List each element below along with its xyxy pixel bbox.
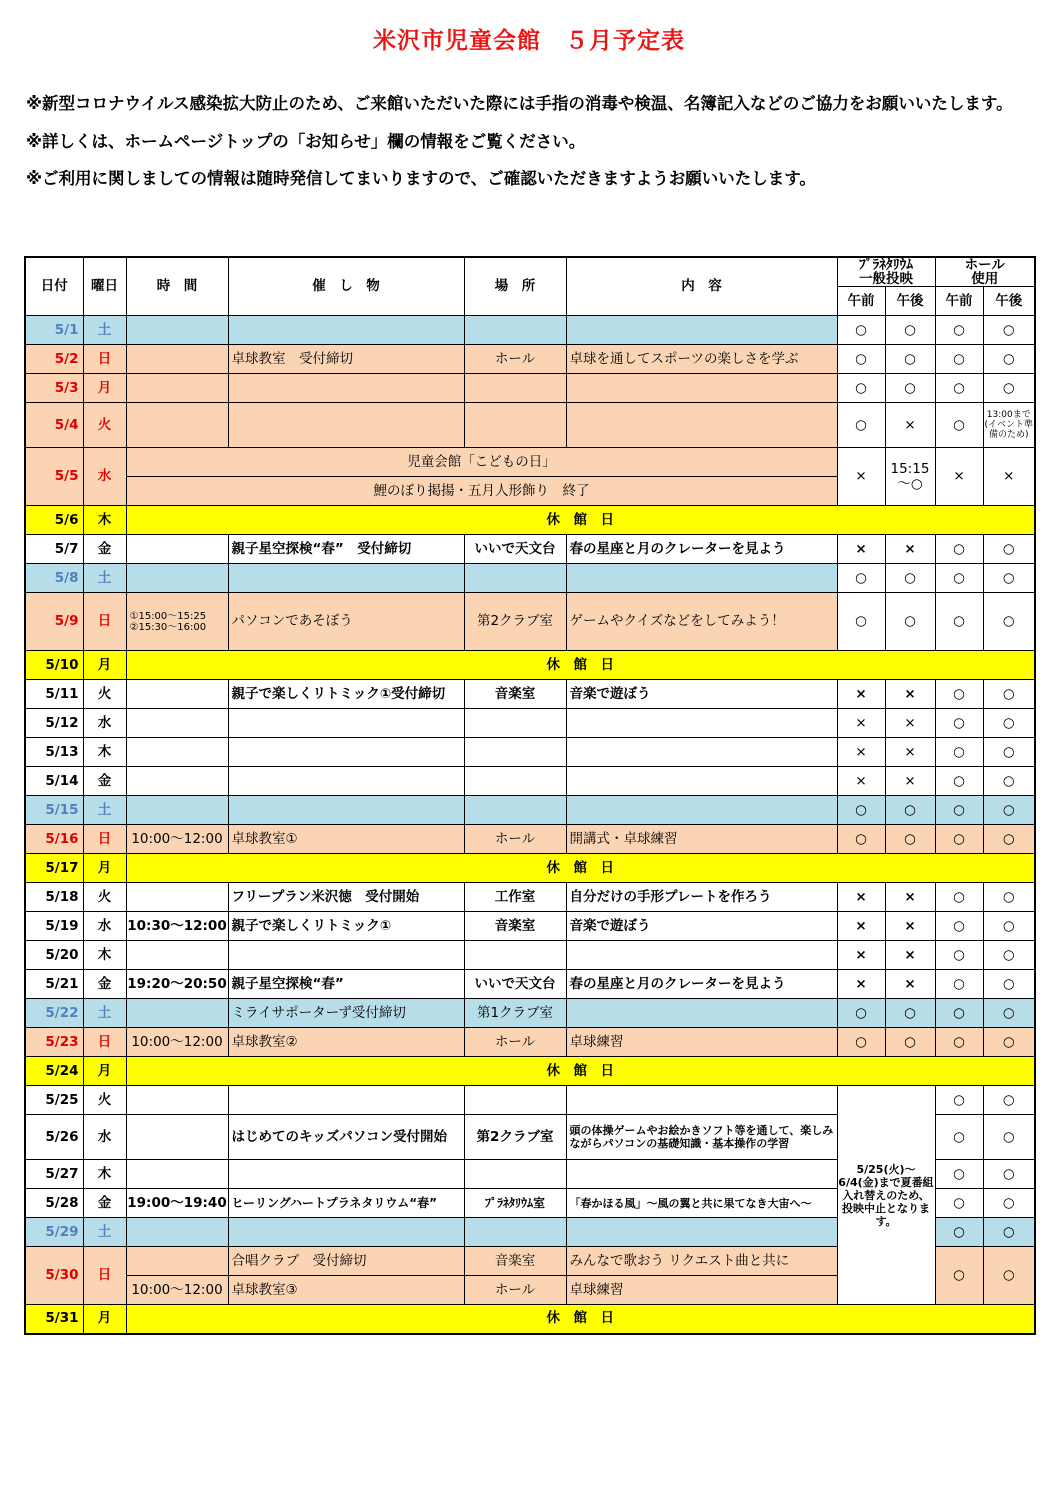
- page-title: 米沢市児童会館 ５月予定表: [373, 28, 685, 54]
- table-row: [25, 448, 1035, 477]
- planetarium-pm: ×: [885, 883, 935, 912]
- table-row: [25, 825, 1035, 854]
- hall-pm: ×: [983, 448, 1035, 506]
- planetarium-pm: ○: [885, 999, 935, 1028]
- row-date: 5/12: [25, 709, 83, 738]
- row-date: 5/2: [25, 345, 83, 374]
- row-dow: 土: [83, 564, 126, 593]
- table-row: [25, 970, 1035, 999]
- row-date: 5/15: [25, 796, 83, 825]
- hall-am: ○: [935, 941, 983, 970]
- table-row: [25, 564, 1035, 593]
- hall-am: ○: [935, 316, 983, 345]
- planetarium-am: ○: [837, 403, 885, 448]
- row-event: 親子星空探検“春”: [228, 970, 464, 999]
- row-dow: 火: [83, 1086, 126, 1115]
- table-row: [25, 535, 1035, 564]
- row-content: 卓球練習: [566, 1276, 837, 1305]
- hall-am: ○: [935, 912, 983, 941]
- planetarium-pm: ○: [885, 593, 935, 651]
- hall-am: ○: [935, 1115, 983, 1160]
- planetarium-suspension-note: 5/25(火)～6/4(金)まで夏番組入れ替えのため、投映中止となります。: [837, 1086, 935, 1305]
- row-place: いいで天文台: [464, 970, 566, 999]
- row-content: 春の星座と月のクレーターを見よう: [566, 535, 837, 564]
- row-dow: 木: [83, 1160, 126, 1189]
- hall-pm: ○: [983, 738, 1035, 767]
- hall-am: ○: [935, 1218, 983, 1247]
- row-time: 19:00～19:40: [126, 1189, 228, 1218]
- row-date: 5/30: [25, 1247, 83, 1305]
- row-dow: 土: [83, 1218, 126, 1247]
- header-hall-am: 午前: [935, 287, 983, 316]
- planetarium-am: ○: [837, 564, 885, 593]
- row-dow: 金: [83, 1189, 126, 1218]
- hall-pm: ○: [983, 345, 1035, 374]
- hall-am: ×: [935, 448, 983, 506]
- planetarium-pm: 15:15～○: [885, 448, 935, 506]
- hall-am: ○: [935, 403, 983, 448]
- table-row: [25, 316, 1035, 345]
- hall-pm: ○: [983, 1218, 1035, 1247]
- hall-am: ○: [935, 1086, 983, 1115]
- table-row: [25, 345, 1035, 374]
- row-dow: 日: [83, 1028, 126, 1057]
- row-time: [126, 593, 228, 651]
- hall-pm: ○: [983, 941, 1035, 970]
- row-date: 5/4: [25, 403, 83, 448]
- row-event: はじめてのキッズパソコン受付開始: [228, 1115, 464, 1160]
- row-date: 5/27: [25, 1160, 83, 1189]
- header-content: 内 容: [566, 257, 837, 316]
- planetarium-pm: ×: [885, 941, 935, 970]
- planetarium-pm: ○: [885, 345, 935, 374]
- row-content: みんなで歌おう リクエスト曲と共に: [566, 1247, 837, 1276]
- hall-am: ○: [935, 1160, 983, 1189]
- hall-pm: ○: [983, 1189, 1035, 1218]
- hall-am: ○: [935, 767, 983, 796]
- row-date: 5/8: [25, 564, 83, 593]
- hall-pm: ○: [983, 593, 1035, 651]
- closed-day-label: 休 館 日: [126, 854, 1035, 883]
- row-content: 春の星座と月のクレーターを見よう: [566, 970, 837, 999]
- row-date: 5/28: [25, 1189, 83, 1218]
- hall-am: ○: [935, 680, 983, 709]
- row-content: 音楽で遊ぼう: [566, 680, 837, 709]
- header-hall: ホール 使用: [935, 257, 1035, 287]
- schedule-table: [24, 256, 1036, 1335]
- row-dow: 金: [83, 767, 126, 796]
- closed-day-label: 休 館 日: [126, 1305, 1035, 1334]
- row-place: 音楽室: [464, 912, 566, 941]
- planetarium-pm: ×: [885, 738, 935, 767]
- row-event: パソコンであそぼう: [228, 593, 464, 651]
- header-time: 時 間: [126, 257, 228, 316]
- planetarium-am: ×: [837, 738, 885, 767]
- row-place: 第2クラブ室: [464, 1115, 566, 1160]
- row-event: 卓球教室①: [228, 825, 464, 854]
- header-date: 日付: [25, 257, 83, 316]
- planetarium-pm: ×: [885, 535, 935, 564]
- row-content: 開講式・卓球練習: [566, 825, 837, 854]
- row-dow: 火: [83, 680, 126, 709]
- hall-pm: ○: [983, 970, 1035, 999]
- row-dow: 土: [83, 316, 126, 345]
- table-row: [25, 1086, 1035, 1115]
- notice-3: ※ご利用に関しましての情報は随時発信してまいりますので、ご確認いただきますようお願いいたします。: [26, 169, 816, 188]
- planetarium-pm: ×: [885, 680, 935, 709]
- row-dow: 木: [83, 506, 126, 535]
- row-dow: 火: [83, 403, 126, 448]
- row-time: 10:00～12:00: [126, 825, 228, 854]
- planetarium-am: ×: [837, 767, 885, 796]
- row-dow: 水: [83, 709, 126, 738]
- row-place: 工作室: [464, 883, 566, 912]
- row-date: 5/6: [25, 506, 83, 535]
- row-date: 5/31: [25, 1305, 83, 1334]
- hall-pm: ○: [983, 767, 1035, 796]
- row-content: 頭の体操ゲームやお絵かきソフト等を通して、楽しみながらパソコンの基礎知識・基本操作の学習: [566, 1115, 837, 1160]
- row-time-1: ①15:00～15:25: [129, 610, 207, 622]
- planetarium-am: ○: [837, 374, 885, 403]
- table-row: [25, 593, 1035, 651]
- row-date: 5/13: [25, 738, 83, 767]
- header-hall-pm: 午後: [983, 287, 1035, 316]
- hall-pm: ○: [983, 1160, 1035, 1189]
- hall-am: ○: [935, 825, 983, 854]
- hall-am: ○: [935, 345, 983, 374]
- planetarium-am: ×: [837, 912, 885, 941]
- row-time: 19:20～20:50: [126, 970, 228, 999]
- row-dow: 金: [83, 535, 126, 564]
- closed-day-label: 休 館 日: [126, 506, 1035, 535]
- closed-day-label: 休 館 日: [126, 1057, 1035, 1086]
- row-place: ﾌﾟﾗﾈﾀﾘｳﾑ室: [464, 1189, 566, 1218]
- planetarium-pm: ○: [885, 564, 935, 593]
- table-row: [25, 374, 1035, 403]
- planetarium-am: ○: [837, 345, 885, 374]
- row-place: いいで天文台: [464, 535, 566, 564]
- table-row: [25, 709, 1035, 738]
- row-event: 卓球教室③: [228, 1276, 464, 1305]
- row-event: 卓球教室②: [228, 1028, 464, 1057]
- hall-pm: ○: [983, 825, 1035, 854]
- hall-pm: ○: [983, 999, 1035, 1028]
- row-content: 自分だけの手形プレートを作ろう: [566, 883, 837, 912]
- hall-am: ○: [935, 999, 983, 1028]
- planetarium-am: ×: [837, 535, 885, 564]
- header-dow: 曜日: [83, 257, 126, 316]
- closed-day-label: 休 館 日: [126, 651, 1035, 680]
- header-planetarium-pm: 午後: [885, 287, 935, 316]
- row-date: 5/24: [25, 1057, 83, 1086]
- header-place: 場 所: [464, 257, 566, 316]
- hall-am: ○: [935, 1189, 983, 1218]
- notice-2: ※詳しくは、ホームページトップの「お知らせ」欄の情報をご覧ください。: [26, 132, 586, 151]
- row-dow: 土: [83, 796, 126, 825]
- row-event: 児童会館「こどもの日」: [126, 448, 837, 477]
- row-date: 5/26: [25, 1115, 83, 1160]
- row-dow: 木: [83, 738, 126, 767]
- planetarium-pm: ×: [885, 767, 935, 796]
- header-planetarium: ﾌﾟﾗﾈﾀﾘｳﾑ 一般投映: [837, 257, 935, 287]
- hall-pm: ○: [983, 535, 1035, 564]
- row-dow: 日: [83, 345, 126, 374]
- planetarium-am: ○: [837, 825, 885, 854]
- hall-am: ○: [935, 564, 983, 593]
- row-content: ゲームやクイズなどをしてみよう！: [566, 593, 837, 651]
- hall-am: ○: [935, 374, 983, 403]
- row-date: 5/1: [25, 316, 83, 345]
- row-date: 5/11: [25, 680, 83, 709]
- planetarium-am: ×: [837, 941, 885, 970]
- row-dow: 水: [83, 912, 126, 941]
- planetarium-pm: ○: [885, 1028, 935, 1057]
- table-row: [25, 999, 1035, 1028]
- planetarium-am: ×: [837, 970, 885, 999]
- row-event: フリープラン米沢徳 受付開始: [228, 883, 464, 912]
- planetarium-am: ×: [837, 448, 885, 506]
- row-place: ホール: [464, 825, 566, 854]
- row-date: 5/3: [25, 374, 83, 403]
- row-date: 5/7: [25, 535, 83, 564]
- row-dow: 金: [83, 970, 126, 999]
- row-place: ホール: [464, 1276, 566, 1305]
- row-event: 合唱クラブ 受付締切: [228, 1247, 464, 1276]
- row-date: 5/16: [25, 825, 83, 854]
- row-content: 「春かほる風」～風の翼と共に果てなき大宙へ～: [566, 1189, 837, 1218]
- hall-am: ○: [935, 970, 983, 999]
- notice-section: [26, 94, 1036, 188]
- row-date: 5/29: [25, 1218, 83, 1247]
- row-date: 5/10: [25, 651, 83, 680]
- row-dow: 水: [83, 1115, 126, 1160]
- planetarium-pm: ○: [885, 825, 935, 854]
- row-date: 5/14: [25, 767, 83, 796]
- table-row: [25, 941, 1035, 970]
- row-time: 10:30～12:00: [126, 912, 228, 941]
- row-place: 第2クラブ室: [464, 593, 566, 651]
- row-date: 5/19: [25, 912, 83, 941]
- hall-am: ○: [935, 883, 983, 912]
- planetarium-am: ○: [837, 796, 885, 825]
- row-content: 卓球を通してスポーツの楽しさを学ぶ: [566, 345, 837, 374]
- row-time: 10:00～12:00: [126, 1276, 228, 1305]
- hall-pm: ○: [983, 883, 1035, 912]
- row-dow: 日: [83, 825, 126, 854]
- row-date: 5/22: [25, 999, 83, 1028]
- hall-pm: ○: [983, 709, 1035, 738]
- row-date: 5/17: [25, 854, 83, 883]
- row-event: ミライサポーターず受付締切: [228, 999, 464, 1028]
- row-event: 親子星空探検“春” 受付締切: [228, 535, 464, 564]
- planetarium-pm: ×: [885, 709, 935, 738]
- table-row: [25, 1057, 1035, 1086]
- header-event: 催 し 物: [228, 257, 464, 316]
- table-row: [25, 854, 1035, 883]
- row-place: ホール: [464, 1028, 566, 1057]
- table-row: [25, 738, 1035, 767]
- row-content: 卓球練習: [566, 1028, 837, 1057]
- hall-pm: ○: [983, 680, 1035, 709]
- row-event: ヒーリングハートプラネタリウム“春”: [228, 1189, 464, 1218]
- planetarium-pm: ○: [885, 796, 935, 825]
- row-dow: 日: [83, 1247, 126, 1305]
- row-dow: 水: [83, 448, 126, 506]
- hall-pm: 13:00まで(イベント準備のため): [983, 403, 1035, 448]
- hall-am: ○: [935, 796, 983, 825]
- notice-1: ※新型コロナウイルス感染拡大防止のため、ご来館いただいた際には手指の消毒や検温、名簿記入などのご協力をお願いいたします。: [26, 94, 1013, 113]
- row-content: 音楽で遊ぼう: [566, 912, 837, 941]
- hall-am: ○: [935, 1247, 983, 1305]
- planetarium-am: ○: [837, 316, 885, 345]
- planetarium-am: ○: [837, 1028, 885, 1057]
- planetarium-pm: ×: [885, 970, 935, 999]
- planetarium-pm: ×: [885, 403, 935, 448]
- hall-am: ○: [935, 1028, 983, 1057]
- hall-pm: ○: [983, 1115, 1035, 1160]
- hall-am: ○: [935, 535, 983, 564]
- table-row: [25, 506, 1035, 535]
- planetarium-am: ○: [837, 593, 885, 651]
- row-dow: 月: [83, 1305, 126, 1334]
- row-date: 5/21: [25, 970, 83, 999]
- hall-am: ○: [935, 738, 983, 767]
- table-row: [25, 883, 1035, 912]
- row-place: 第1クラブ室: [464, 999, 566, 1028]
- row-place: 音楽室: [464, 680, 566, 709]
- row-event: 親子で楽しくリトミック①受付締切: [228, 680, 464, 709]
- hall-pm: ○: [983, 796, 1035, 825]
- table-row: [25, 651, 1035, 680]
- row-event: 卓球教室 受付締切: [228, 345, 464, 374]
- row-date: 5/5: [25, 448, 83, 506]
- planetarium-pm: ○: [885, 374, 935, 403]
- planetarium-am: ○: [837, 999, 885, 1028]
- table-row: [25, 796, 1035, 825]
- row-date: 5/25: [25, 1086, 83, 1115]
- hall-pm: ○: [983, 1247, 1035, 1305]
- row-place: 音楽室: [464, 1247, 566, 1276]
- row-dow: 月: [83, 651, 126, 680]
- planetarium-pm: ×: [885, 912, 935, 941]
- hall-am: ○: [935, 709, 983, 738]
- hall-pm: ○: [983, 374, 1035, 403]
- table-row: [25, 912, 1035, 941]
- hall-pm: ○: [983, 564, 1035, 593]
- planetarium-pm: ○: [885, 316, 935, 345]
- planetarium-am: ×: [837, 709, 885, 738]
- planetarium-am: ×: [837, 883, 885, 912]
- row-dow: 日: [83, 593, 126, 651]
- table-row: [25, 767, 1035, 796]
- hall-pm: ○: [983, 912, 1035, 941]
- row-date: 5/9: [25, 593, 83, 651]
- row-dow: 木: [83, 941, 126, 970]
- row-place: ホール: [464, 345, 566, 374]
- table-row: [25, 1305, 1035, 1334]
- row-dow: 火: [83, 883, 126, 912]
- row-dow: 月: [83, 854, 126, 883]
- row-time: 10:00～12:00: [126, 1028, 228, 1057]
- row-time-2: ②15:30～16:00: [129, 621, 207, 633]
- hall-pm: ○: [983, 1086, 1035, 1115]
- row-event: 鯉のぼり掲揚・五月人形飾り 終了: [126, 477, 837, 506]
- row-date: 5/20: [25, 941, 83, 970]
- row-dow: 月: [83, 1057, 126, 1086]
- table-row: [25, 680, 1035, 709]
- row-date: 5/23: [25, 1028, 83, 1057]
- row-dow: 月: [83, 374, 126, 403]
- row-event: 親子で楽しくリトミック①: [228, 912, 464, 941]
- hall-pm: ○: [983, 1028, 1035, 1057]
- row-dow: 土: [83, 999, 126, 1028]
- row-date: 5/18: [25, 883, 83, 912]
- planetarium-am: ×: [837, 680, 885, 709]
- hall-am: ○: [935, 593, 983, 651]
- hall-pm: ○: [983, 316, 1035, 345]
- table-row: [25, 1028, 1035, 1057]
- header-planetarium-am: 午前: [837, 287, 885, 316]
- table-row: [25, 403, 1035, 448]
